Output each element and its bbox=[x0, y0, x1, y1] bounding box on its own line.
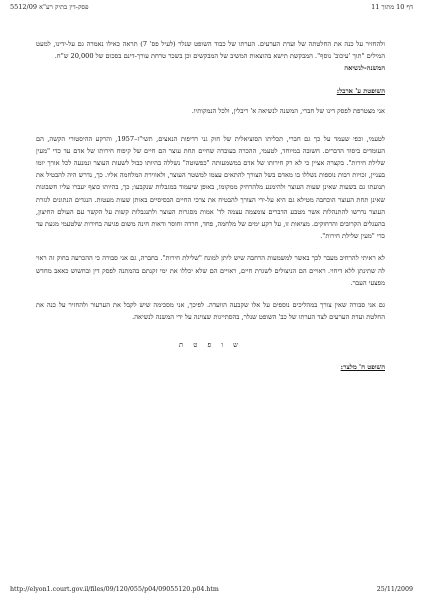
judge-meltzer-heading: השופט ח' מלצר: bbox=[340, 363, 385, 372]
paragraph-2: אני מצטרפת לפסק דינו של חברי, המשנה לנשיאה א' ריבלין, ולכל הנמקותיו. bbox=[191, 107, 385, 116]
document-body bbox=[36, 38, 385, 371]
judge-signature: ש ו פ ט ת bbox=[178, 341, 242, 350]
paragraph-1: ולהחזיר על כנה את החלטתה של ועדת הערעים. הערתו של כבוד השופט שנלר (לעיל פס' 7) תראה כאילו נאמרה גם על-ידינו, למעט המילים "תוך 'עיכוב' נוסף". המבקשת תישא בהוצאות המשיב של המבקשים וכן בשכר טרחת עורך-דינם בסכום של 20,000 ש"ח. bbox=[36, 40, 386, 61]
page-number: דף 10 מתוך 11 bbox=[371, 3, 413, 11]
source-url[interactable]: http://elyon1.court.gov.il/files/09/120/055/p04/09055120.p04.htm bbox=[10, 586, 219, 593]
document-title: פסק-דין בתיק רע"א 5512/09 bbox=[10, 3, 89, 11]
paragraph-3: לטעמי, וכפי שעמד על כך גם חברי, תכליתו הסוציאלית של חוק גני רדיפות הנאצים, תשי"ז–1957, והרקע ההיסטורי הקשה, הם העומדים ביסוד הדברים. חשובה במיוחד, לטעמי, ההכרה בעובדה שחיים תחת עוצר הם חיים של קיפוח חירותו של אדם עד כדי "מעין שלילת חירות". בקצרה אציין כי לא רק חירותו של אדם במשמעותה "כפשוטה" נשללה בהיותו כבול לשעות העוצר ונמנעה לכל אורך יומו בעניין, זכויות רבות נוספות נשללו בו מאדם בשל הצורך להתאים עצמו למשטר העוצר, ולאווירת המלחמה אליו. כך, נדרש היה להבטיל את תנועתו גם בשעות שאינן שעות העוצר ולהימנע מלהרחיק ממקומו, באופן שיעמוד במגבלות שנקבעו; כך, בהיותו כוצף יעברו עליו חשבונות שאינן תחת העוצר הוכחבה מטילא גם היא על-ידי הצורך להבטיח את צרכי החיים הבסיסיים באותן שעות מעטות. הנגדים הנתונים לגזרת העוצר נדרשו להתנהלות אשר מטבע הדברים צומצמה עצמה לד' אמות מסגרות העוצר ולתנגבלות קשות על הקשר עם העולם החיצון, בהעגלים הקרובים והרחוקים. מציאות זו, על רקע ימים של מלחמה, פחד, חרדה וחוסר ודאות חינה משום פגיעה בחירות שלטעמי מגעת עד כדי "מעין שלילת חירות". bbox=[36, 134, 385, 241]
deputy-president-signature: המשנה-לנשיאה bbox=[344, 64, 385, 73]
paragraph-4: לא ראיתי להרחיב מעבר לכך באשר למשמעות הרחבה שיש ליתן למונח "שלילת חירות". בחברה, גם אני סבורה כי ההכרעה בחוק זה ראוי לה שתינתן ללא דיחוי. ראויים הם הניצולים לשגרת חיים, ראויים הם שלא יכללו את ימי זקנתם בהמתנה לפסק דין ובחשוש כאאב מחדש מפצעי העבר. bbox=[36, 254, 385, 287]
print-date: 25/11/2009 bbox=[376, 586, 413, 593]
page-header bbox=[10, 3, 413, 11]
judge-arbel-heading: השופטת ע' ארבל: bbox=[336, 87, 385, 96]
paragraph-5: גם אני סבורה שאין צורך במהליכים נוספים על אלו שקבעה הוועדה. לפיכך, אני מסכימה שיש לקבל את הערעור ולהחזיר על כנה את החלטת ועדת הערעים לצד הערתו של כב' השופט שנלר, בהסתייגות שצוינה על ידי המשנה לנשיאה. bbox=[36, 301, 385, 322]
page-footer bbox=[10, 586, 413, 593]
